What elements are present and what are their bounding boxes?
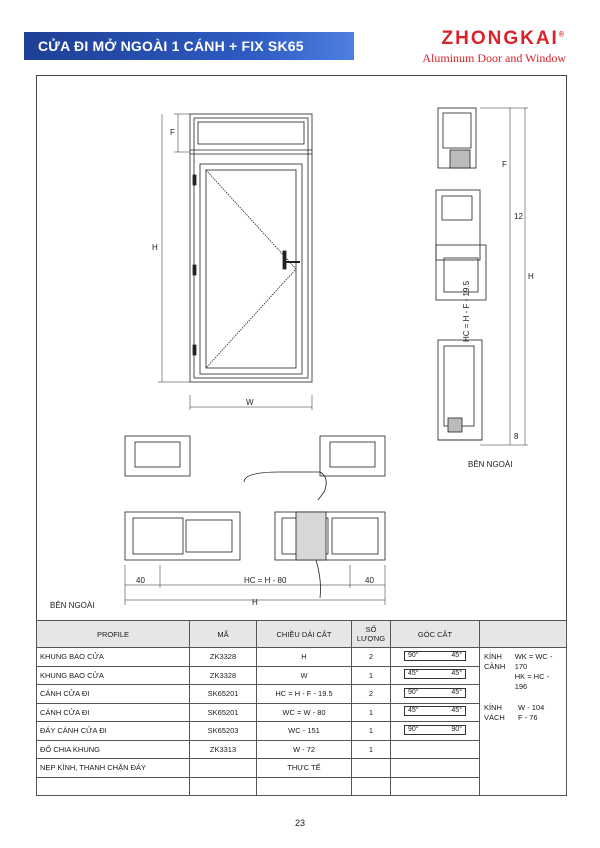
label-outside-right: BÊN NGOÀI	[468, 460, 513, 469]
col-extra	[480, 621, 567, 648]
col-code: MÃ	[190, 621, 257, 648]
col-angle: GÓC CẮT	[391, 621, 480, 648]
table-row: CÁNH CỬA ĐI SK65201 WC = W - 80 1 45° 45°	[37, 703, 567, 722]
dim-40-left: 40	[136, 576, 145, 585]
table-row: ĐỐ CHIA KHUNG ZK3313 W - 72 1	[37, 740, 567, 759]
kinh-vach-label: KÍNH VÁCH	[484, 702, 505, 722]
table-row: NẸP KÍNH, THANH CHẶN ĐÁY THỰC TẾ	[37, 759, 567, 778]
dim-12: 12	[514, 212, 523, 221]
dim-h-bottom: H	[252, 598, 258, 607]
dim-40-right: 40	[365, 576, 374, 585]
door-handle	[244, 472, 326, 500]
dim-f-right: F	[502, 160, 507, 169]
page-title: CỬA ĐI MỞ NGOÀI 1 CÁNH + FIX SK65	[38, 38, 304, 54]
brand-logo: ZHONGKAI®	[441, 28, 566, 49]
label-outside-left: BÊN NGOÀI	[50, 601, 95, 610]
sash-frame	[200, 164, 302, 374]
dim-hc-right: HC = H - F - 19.5	[462, 280, 471, 342]
section-left-bottom	[125, 512, 240, 560]
dim-h-right: H	[528, 272, 534, 281]
glass-formula-cell: KÍNH CẢNH WK = WC - 170 HK = HC - 196 KÍNH VÁCH W - 104 F - 76	[480, 648, 567, 796]
dim-hc-bottom: HC = H - 80	[244, 576, 287, 585]
table-row: ĐÁY CÁNH CỬA ĐI SK65203 WC - 151 1 90° 90°	[37, 722, 567, 741]
col-qty: SỐ LƯỢNG	[352, 621, 391, 648]
page-number: 23	[294, 818, 305, 828]
dim-w: W	[246, 398, 254, 407]
dim-h: H	[152, 243, 158, 252]
table-row: KHUNG BAO CỬA ZK3328 H 2 90° 45° KÍNH CẢNH WK = WC - 170 HK = HC - 196 KÍNH VÁCH W - 104 F - 76	[37, 648, 567, 667]
brand-subtitle: Aluminum Door and Window	[422, 51, 566, 65]
kinh-canh-label: KÍNH CẢNH	[484, 652, 506, 672]
section-mullion	[436, 190, 480, 260]
dim-8: 8	[514, 432, 519, 441]
transom-glass	[198, 122, 304, 144]
dim-f: F	[170, 128, 175, 137]
col-profile: PROFILE	[37, 621, 190, 648]
opening-direction	[206, 170, 296, 368]
table-row: CÁNH CỬA ĐI SK65201 HC = H - F - 19.5 2 90° 45°	[37, 685, 567, 704]
section-right-bottom	[275, 512, 385, 560]
table-header-row	[37, 621, 567, 648]
col-length: CHIỀU DÀI CẮT	[257, 621, 352, 648]
cutting-table	[36, 620, 567, 796]
table-row: KHUNG BAO CỬA ZK3328 W 1 45° 45°	[37, 666, 567, 685]
